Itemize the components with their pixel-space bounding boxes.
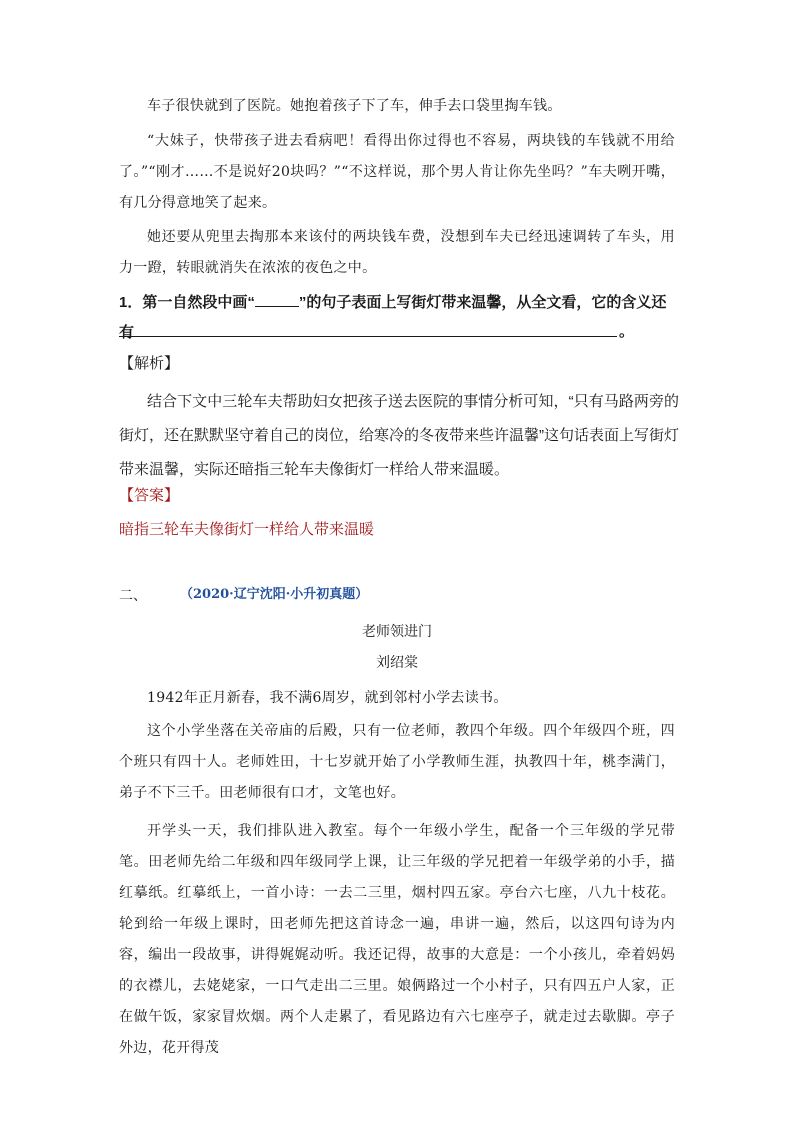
section-source: （2020·辽宁沈阳·小升初真题）: [180, 587, 369, 602]
answer-fill-line[interactable]: [119, 336, 617, 337]
analysis-label: 【解析】: [119, 355, 180, 372]
question-prefix: 1．第一自然段中画“: [119, 294, 255, 311]
story-paragraph-1: 车子很快就到了医院。她抱着孩子下了车，伸手去口袋里掏车钱。: [147, 98, 562, 114]
article-title: 老师领进门: [362, 624, 432, 640]
article-paragraph-2: 这个小学坐落在关帝庙的后殿，只有一位老师，教四个年级。四个年级四个班，四个班只有四十人。老师姓田，十七岁就开始了小学教师生涯，执教四十年，桃李满门，弟子不下三千。田老师很有口才，文笔也好。: [119, 723, 675, 801]
story-paragraph-2: “大妹子，快带孩子进去看病吧！看得出你过得也不容易，两块钱的车钱就不用给了。”“刚才……不是说好20块吗？”“不这样说，那个男人肯让你先坐吗？”车夫咧开嘴，有几分得意地笑了起来。: [119, 133, 675, 211]
question-short-blank[interactable]: [255, 292, 299, 307]
article-paragraph-3: 开学头一天，我们排队进入教室。每个一年级小学生，配备一个三年级的学兄带笔。田老师先给二年级和四年级同学上课，让三年级的学兄把着一年级学弟的小手，描红摹纸。红摹纸上，一首小诗：一去二三里，烟村四五家。亭台六七座，八九十枝花。轮到给一年级上课时，田老师先把这首诗念一遍，串讲一遍，然后，以这四句诗为内容，编出一段故事，讲得娓娓动听。我还记得，故事的大意是：一个小孩儿，牵着妈妈的衣襟儿，去姥姥家，一口气走出二三里。娘俩路过一个小村子，只有四五户人家，正在做午饭，家家冒炊烟。两个人走累了，看见路边有六七座亭子，就走过去歇脚。亭子外边，花开得茂: [119, 823, 675, 1056]
section-number: 二、: [119, 587, 147, 603]
story-paragraph-3: 她还要从兜里去掏那本来该付的两块钱车费，没想到车夫已经迅速调转了车头，用力一蹬，转眼就消失在浓浓的夜色之中。: [119, 229, 675, 276]
answer-label: 【答案】: [119, 487, 180, 504]
answer-text: 暗指三轮车夫像街灯一样给人带来温暖: [119, 521, 375, 538]
article-author: 刘绍棠: [376, 655, 418, 671]
question-1: [119, 288, 679, 348]
analysis-text: 结合下文中三轮车夫帮助妇女把孩子送去医院的事情分析可知，“只有马路两旁的街灯，还在默默坚守着自己的岗位，给寒冷的冬夜带来些许温馨”这句话表面上写街灯带来温馨，实际还暗指三轮车夫像街灯一样给人带来温暖。: [119, 393, 679, 478]
question-end-mark: 。: [619, 323, 635, 340]
question-suffix: ”的句子表面上写街灯带来温馨，从全文看，它的含义还有: [119, 294, 667, 341]
article-paragraph-1: 1942年正月新春，我不满6周岁，就到邻村小学去读书。: [147, 690, 508, 706]
